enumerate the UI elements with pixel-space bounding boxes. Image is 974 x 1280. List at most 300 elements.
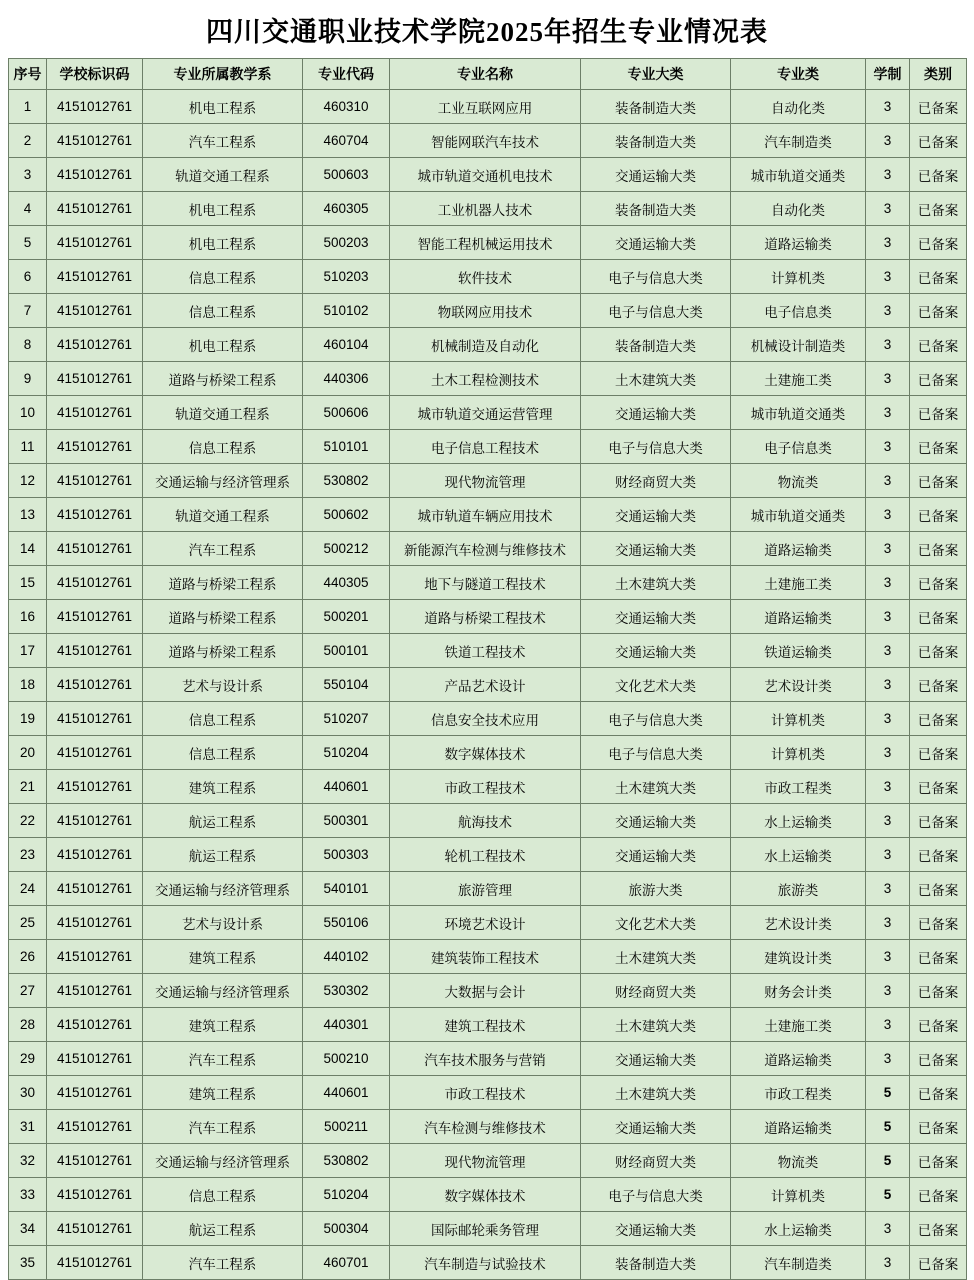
cell-major-subcategory: 电子信息类 bbox=[731, 294, 866, 328]
cell-school-code: 4151012761 bbox=[47, 634, 143, 668]
cell-duration: 3 bbox=[866, 532, 910, 566]
cell-major-category: 装备制造大类 bbox=[581, 90, 731, 124]
cell-index: 27 bbox=[9, 974, 47, 1008]
table-row bbox=[9, 1246, 967, 1280]
column-header-major-name: 专业名称 bbox=[390, 59, 581, 90]
cell-school-code: 4151012761 bbox=[47, 872, 143, 906]
table-row bbox=[9, 362, 967, 396]
cell-status: 已备案 bbox=[910, 532, 967, 566]
cell-duration: 3 bbox=[866, 634, 910, 668]
cell-major-code: 500301 bbox=[303, 804, 390, 838]
cell-major-subcategory: 建筑设计类 bbox=[731, 940, 866, 974]
cell-index: 21 bbox=[9, 770, 47, 804]
table-row bbox=[9, 1008, 967, 1042]
cell-index: 22 bbox=[9, 804, 47, 838]
cell-major-subcategory: 计算机类 bbox=[731, 1178, 866, 1212]
cell-major-category: 交通运输大类 bbox=[581, 396, 731, 430]
cell-school-code: 4151012761 bbox=[47, 1076, 143, 1110]
cell-department: 汽车工程系 bbox=[143, 1110, 303, 1144]
table-row bbox=[9, 464, 967, 498]
cell-department: 汽车工程系 bbox=[143, 1246, 303, 1280]
cell-school-code: 4151012761 bbox=[47, 668, 143, 702]
table-row bbox=[9, 430, 967, 464]
column-header-major-category: 专业大类 bbox=[581, 59, 731, 90]
cell-school-code: 4151012761 bbox=[47, 838, 143, 872]
cell-major-subcategory: 道路运输类 bbox=[731, 600, 866, 634]
cell-duration: 3 bbox=[866, 226, 910, 260]
cell-duration: 3 bbox=[866, 940, 910, 974]
cell-duration: 3 bbox=[866, 566, 910, 600]
cell-major-code: 530802 bbox=[303, 464, 390, 498]
cell-status: 已备案 bbox=[910, 362, 967, 396]
cell-status: 已备案 bbox=[910, 464, 967, 498]
cell-status: 已备案 bbox=[910, 566, 967, 600]
cell-major-code: 510203 bbox=[303, 260, 390, 294]
table-row bbox=[9, 1178, 967, 1212]
cell-major-category: 交通运输大类 bbox=[581, 158, 731, 192]
cell-duration: 3 bbox=[866, 430, 910, 464]
table-row bbox=[9, 158, 967, 192]
cell-status: 已备案 bbox=[910, 634, 967, 668]
cell-major-name: 地下与隧道工程技术 bbox=[390, 566, 581, 600]
cell-department: 机电工程系 bbox=[143, 192, 303, 226]
table-row bbox=[9, 804, 967, 838]
cell-major-name: 工业机器人技术 bbox=[390, 192, 581, 226]
cell-school-code: 4151012761 bbox=[47, 1212, 143, 1246]
cell-index: 18 bbox=[9, 668, 47, 702]
cell-department: 轨道交通工程系 bbox=[143, 396, 303, 430]
cell-school-code: 4151012761 bbox=[47, 328, 143, 362]
cell-department: 道路与桥梁工程系 bbox=[143, 566, 303, 600]
cell-major-subcategory: 汽车制造类 bbox=[731, 1246, 866, 1280]
cell-major-subcategory: 道路运输类 bbox=[731, 532, 866, 566]
cell-major-category: 财经商贸大类 bbox=[581, 464, 731, 498]
cell-status: 已备案 bbox=[910, 770, 967, 804]
table-row bbox=[9, 90, 967, 124]
cell-major-category: 交通运输大类 bbox=[581, 600, 731, 634]
cell-department: 机电工程系 bbox=[143, 226, 303, 260]
cell-major-category: 土木建筑大类 bbox=[581, 1076, 731, 1110]
cell-major-subcategory: 旅游类 bbox=[731, 872, 866, 906]
cell-department: 艺术与设计系 bbox=[143, 906, 303, 940]
cell-index: 9 bbox=[9, 362, 47, 396]
cell-major-category: 装备制造大类 bbox=[581, 328, 731, 362]
cell-major-code: 510204 bbox=[303, 736, 390, 770]
column-header-major-subcategory: 专业类 bbox=[731, 59, 866, 90]
cell-status: 已备案 bbox=[910, 1178, 967, 1212]
cell-major-category: 交通运输大类 bbox=[581, 804, 731, 838]
cell-status: 已备案 bbox=[910, 124, 967, 158]
cell-major-name: 产品艺术设计 bbox=[390, 668, 581, 702]
cell-major-subcategory: 艺术设计类 bbox=[731, 668, 866, 702]
cell-major-name: 物联网应用技术 bbox=[390, 294, 581, 328]
cell-department: 艺术与设计系 bbox=[143, 668, 303, 702]
cell-duration: 3 bbox=[866, 1008, 910, 1042]
cell-department: 信息工程系 bbox=[143, 1178, 303, 1212]
cell-status: 已备案 bbox=[910, 702, 967, 736]
cell-school-code: 4151012761 bbox=[47, 192, 143, 226]
cell-major-category: 交通运输大类 bbox=[581, 838, 731, 872]
cell-school-code: 4151012761 bbox=[47, 702, 143, 736]
cell-major-category: 土木建筑大类 bbox=[581, 566, 731, 600]
cell-major-subcategory: 水上运输类 bbox=[731, 838, 866, 872]
cell-department: 道路与桥梁工程系 bbox=[143, 600, 303, 634]
cell-major-subcategory: 市政工程类 bbox=[731, 1076, 866, 1110]
cell-major-code: 510204 bbox=[303, 1178, 390, 1212]
cell-status: 已备案 bbox=[910, 192, 967, 226]
table-row bbox=[9, 600, 967, 634]
cell-department: 建筑工程系 bbox=[143, 1008, 303, 1042]
table-row bbox=[9, 294, 967, 328]
cell-department: 轨道交通工程系 bbox=[143, 498, 303, 532]
cell-school-code: 4151012761 bbox=[47, 396, 143, 430]
cell-index: 13 bbox=[9, 498, 47, 532]
cell-status: 已备案 bbox=[910, 1144, 967, 1178]
cell-school-code: 4151012761 bbox=[47, 294, 143, 328]
cell-major-subcategory: 财务会计类 bbox=[731, 974, 866, 1008]
cell-major-subcategory: 机械设计制造类 bbox=[731, 328, 866, 362]
cell-major-code: 510207 bbox=[303, 702, 390, 736]
cell-major-category: 交通运输大类 bbox=[581, 634, 731, 668]
cell-school-code: 4151012761 bbox=[47, 600, 143, 634]
cell-duration: 5 bbox=[866, 1110, 910, 1144]
cell-department: 建筑工程系 bbox=[143, 770, 303, 804]
cell-status: 已备案 bbox=[910, 430, 967, 464]
cell-department: 建筑工程系 bbox=[143, 940, 303, 974]
cell-major-code: 460310 bbox=[303, 90, 390, 124]
cell-index: 4 bbox=[9, 192, 47, 226]
cell-major-name: 铁道工程技术 bbox=[390, 634, 581, 668]
cell-index: 33 bbox=[9, 1178, 47, 1212]
cell-school-code: 4151012761 bbox=[47, 974, 143, 1008]
cell-major-category: 装备制造大类 bbox=[581, 124, 731, 158]
table-row bbox=[9, 1042, 967, 1076]
cell-major-category: 电子与信息大类 bbox=[581, 736, 731, 770]
cell-major-code: 500304 bbox=[303, 1212, 390, 1246]
cell-school-code: 4151012761 bbox=[47, 1110, 143, 1144]
table-row bbox=[9, 1212, 967, 1246]
cell-major-code: 440601 bbox=[303, 1076, 390, 1110]
cell-major-subcategory: 物流类 bbox=[731, 1144, 866, 1178]
cell-school-code: 4151012761 bbox=[47, 124, 143, 158]
table-row bbox=[9, 260, 967, 294]
cell-major-code: 440102 bbox=[303, 940, 390, 974]
cell-major-subcategory: 水上运输类 bbox=[731, 1212, 866, 1246]
cell-department: 汽车工程系 bbox=[143, 1042, 303, 1076]
cell-major-name: 市政工程技术 bbox=[390, 1076, 581, 1110]
cell-index: 23 bbox=[9, 838, 47, 872]
cell-school-code: 4151012761 bbox=[47, 940, 143, 974]
cell-major-subcategory: 土建施工类 bbox=[731, 1008, 866, 1042]
cell-duration: 3 bbox=[866, 600, 910, 634]
column-header-major-code: 专业代码 bbox=[303, 59, 390, 90]
cell-major-code: 530302 bbox=[303, 974, 390, 1008]
cell-major-name: 数字媒体技术 bbox=[390, 736, 581, 770]
cell-index: 15 bbox=[9, 566, 47, 600]
cell-status: 已备案 bbox=[910, 1008, 967, 1042]
cell-index: 29 bbox=[9, 1042, 47, 1076]
table-row bbox=[9, 838, 967, 872]
cell-major-category: 文化艺术大类 bbox=[581, 668, 731, 702]
cell-status: 已备案 bbox=[910, 736, 967, 770]
cell-duration: 3 bbox=[866, 1212, 910, 1246]
cell-major-subcategory: 城市轨道交通类 bbox=[731, 396, 866, 430]
table-row bbox=[9, 736, 967, 770]
cell-status: 已备案 bbox=[910, 498, 967, 532]
table-row bbox=[9, 1076, 967, 1110]
cell-index: 11 bbox=[9, 430, 47, 464]
cell-major-name: 城市轨道交通运营管理 bbox=[390, 396, 581, 430]
cell-major-code: 500303 bbox=[303, 838, 390, 872]
cell-major-code: 440305 bbox=[303, 566, 390, 600]
cell-duration: 3 bbox=[866, 1042, 910, 1076]
cell-major-category: 财经商贸大类 bbox=[581, 1144, 731, 1178]
cell-duration: 3 bbox=[866, 770, 910, 804]
column-header-index: 序号 bbox=[9, 59, 47, 90]
table-body bbox=[9, 90, 967, 1280]
cell-school-code: 4151012761 bbox=[47, 1144, 143, 1178]
cell-major-name: 信息安全技术应用 bbox=[390, 702, 581, 736]
cell-school-code: 4151012761 bbox=[47, 1008, 143, 1042]
cell-index: 34 bbox=[9, 1212, 47, 1246]
cell-major-subcategory: 电子信息类 bbox=[731, 430, 866, 464]
cell-major-code: 460305 bbox=[303, 192, 390, 226]
cell-department: 信息工程系 bbox=[143, 260, 303, 294]
cell-duration: 3 bbox=[866, 396, 910, 430]
cell-major-subcategory: 计算机类 bbox=[731, 260, 866, 294]
cell-duration: 3 bbox=[866, 90, 910, 124]
cell-status: 已备案 bbox=[910, 328, 967, 362]
cell-major-subcategory: 土建施工类 bbox=[731, 362, 866, 396]
table-row bbox=[9, 498, 967, 532]
cell-department: 信息工程系 bbox=[143, 294, 303, 328]
cell-duration: 5 bbox=[866, 1144, 910, 1178]
cell-major-category: 电子与信息大类 bbox=[581, 294, 731, 328]
cell-department: 航运工程系 bbox=[143, 838, 303, 872]
column-header-status: 类别 bbox=[910, 59, 967, 90]
cell-major-code: 460701 bbox=[303, 1246, 390, 1280]
cell-status: 已备案 bbox=[910, 872, 967, 906]
cell-major-subcategory: 自动化类 bbox=[731, 192, 866, 226]
cell-major-code: 440306 bbox=[303, 362, 390, 396]
cell-department: 交通运输与经济管理系 bbox=[143, 872, 303, 906]
cell-major-code: 500201 bbox=[303, 600, 390, 634]
table-header-row bbox=[9, 59, 967, 90]
cell-major-subcategory: 道路运输类 bbox=[731, 1042, 866, 1076]
cell-duration: 3 bbox=[866, 192, 910, 226]
cell-status: 已备案 bbox=[910, 294, 967, 328]
cell-major-code: 500212 bbox=[303, 532, 390, 566]
cell-duration: 3 bbox=[866, 362, 910, 396]
cell-status: 已备案 bbox=[910, 260, 967, 294]
cell-major-name: 智能工程机械运用技术 bbox=[390, 226, 581, 260]
cell-major-name: 新能源汽车检测与维修技术 bbox=[390, 532, 581, 566]
cell-major-code: 510101 bbox=[303, 430, 390, 464]
cell-status: 已备案 bbox=[910, 906, 967, 940]
cell-major-name: 道路与桥梁工程技术 bbox=[390, 600, 581, 634]
cell-status: 已备案 bbox=[910, 396, 967, 430]
cell-major-category: 旅游大类 bbox=[581, 872, 731, 906]
cell-department: 信息工程系 bbox=[143, 736, 303, 770]
cell-major-name: 建筑工程技术 bbox=[390, 1008, 581, 1042]
table-row bbox=[9, 328, 967, 362]
cell-major-name: 城市轨道车辆应用技术 bbox=[390, 498, 581, 532]
cell-major-category: 文化艺术大类 bbox=[581, 906, 731, 940]
cell-duration: 3 bbox=[866, 158, 910, 192]
cell-duration: 5 bbox=[866, 1076, 910, 1110]
cell-major-subcategory: 市政工程类 bbox=[731, 770, 866, 804]
table-row bbox=[9, 702, 967, 736]
table-row bbox=[9, 532, 967, 566]
cell-major-category: 交通运输大类 bbox=[581, 1042, 731, 1076]
cell-index: 16 bbox=[9, 600, 47, 634]
cell-major-code: 440301 bbox=[303, 1008, 390, 1042]
cell-major-name: 现代物流管理 bbox=[390, 1144, 581, 1178]
cell-duration: 3 bbox=[866, 124, 910, 158]
cell-major-subcategory: 铁道运输类 bbox=[731, 634, 866, 668]
table-row bbox=[9, 226, 967, 260]
cell-major-category: 电子与信息大类 bbox=[581, 430, 731, 464]
cell-status: 已备案 bbox=[910, 804, 967, 838]
cell-duration: 3 bbox=[866, 838, 910, 872]
cell-department: 交通运输与经济管理系 bbox=[143, 974, 303, 1008]
table-row bbox=[9, 974, 967, 1008]
cell-school-code: 4151012761 bbox=[47, 260, 143, 294]
cell-department: 交通运输与经济管理系 bbox=[143, 464, 303, 498]
cell-index: 3 bbox=[9, 158, 47, 192]
cell-index: 17 bbox=[9, 634, 47, 668]
cell-major-category: 交通运输大类 bbox=[581, 226, 731, 260]
cell-department: 汽车工程系 bbox=[143, 532, 303, 566]
cell-major-name: 市政工程技术 bbox=[390, 770, 581, 804]
cell-status: 已备案 bbox=[910, 90, 967, 124]
cell-index: 6 bbox=[9, 260, 47, 294]
cell-index: 25 bbox=[9, 906, 47, 940]
cell-major-subcategory: 水上运输类 bbox=[731, 804, 866, 838]
cell-major-name: 软件技术 bbox=[390, 260, 581, 294]
cell-duration: 3 bbox=[866, 260, 910, 294]
cell-status: 已备案 bbox=[910, 1246, 967, 1280]
cell-major-code: 540101 bbox=[303, 872, 390, 906]
cell-major-name: 数字媒体技术 bbox=[390, 1178, 581, 1212]
cell-major-subcategory: 物流类 bbox=[731, 464, 866, 498]
cell-status: 已备案 bbox=[910, 668, 967, 702]
cell-major-category: 电子与信息大类 bbox=[581, 260, 731, 294]
table-row bbox=[9, 634, 967, 668]
cell-school-code: 4151012761 bbox=[47, 362, 143, 396]
cell-school-code: 4151012761 bbox=[47, 804, 143, 838]
cell-department: 航运工程系 bbox=[143, 804, 303, 838]
cell-school-code: 4151012761 bbox=[47, 464, 143, 498]
cell-status: 已备案 bbox=[910, 1042, 967, 1076]
cell-index: 12 bbox=[9, 464, 47, 498]
cell-department: 道路与桥梁工程系 bbox=[143, 362, 303, 396]
cell-major-subcategory: 道路运输类 bbox=[731, 1110, 866, 1144]
cell-major-code: 550104 bbox=[303, 668, 390, 702]
cell-department: 信息工程系 bbox=[143, 430, 303, 464]
cell-school-code: 4151012761 bbox=[47, 90, 143, 124]
cell-index: 20 bbox=[9, 736, 47, 770]
cell-index: 8 bbox=[9, 328, 47, 362]
cell-department: 机电工程系 bbox=[143, 90, 303, 124]
table-row bbox=[9, 1110, 967, 1144]
cell-index: 19 bbox=[9, 702, 47, 736]
table-row bbox=[9, 872, 967, 906]
cell-major-name: 土木工程检测技术 bbox=[390, 362, 581, 396]
cell-major-category: 电子与信息大类 bbox=[581, 702, 731, 736]
cell-status: 已备案 bbox=[910, 226, 967, 260]
cell-duration: 3 bbox=[866, 872, 910, 906]
table-row bbox=[9, 124, 967, 158]
cell-major-category: 土木建筑大类 bbox=[581, 362, 731, 396]
cell-major-code: 500606 bbox=[303, 396, 390, 430]
cell-major-code: 440601 bbox=[303, 770, 390, 804]
cell-status: 已备案 bbox=[910, 1212, 967, 1246]
cell-major-name: 航海技术 bbox=[390, 804, 581, 838]
cell-major-category: 交通运输大类 bbox=[581, 532, 731, 566]
cell-index: 10 bbox=[9, 396, 47, 430]
cell-duration: 3 bbox=[866, 1246, 910, 1280]
cell-status: 已备案 bbox=[910, 600, 967, 634]
column-header-school-code: 学校标识码 bbox=[47, 59, 143, 90]
table-row bbox=[9, 940, 967, 974]
cell-school-code: 4151012761 bbox=[47, 226, 143, 260]
cell-major-code: 500101 bbox=[303, 634, 390, 668]
cell-major-name: 建筑装饰工程技术 bbox=[390, 940, 581, 974]
cell-school-code: 4151012761 bbox=[47, 1246, 143, 1280]
cell-major-category: 装备制造大类 bbox=[581, 1246, 731, 1280]
cell-major-subcategory: 汽车制造类 bbox=[731, 124, 866, 158]
cell-duration: 3 bbox=[866, 328, 910, 362]
table-row bbox=[9, 770, 967, 804]
cell-index: 7 bbox=[9, 294, 47, 328]
cell-major-name: 汽车技术服务与营销 bbox=[390, 1042, 581, 1076]
cell-school-code: 4151012761 bbox=[47, 566, 143, 600]
cell-duration: 3 bbox=[866, 702, 910, 736]
table-row bbox=[9, 668, 967, 702]
table-row bbox=[9, 1144, 967, 1178]
cell-index: 1 bbox=[9, 90, 47, 124]
cell-school-code: 4151012761 bbox=[47, 430, 143, 464]
table-row bbox=[9, 396, 967, 430]
cell-major-name: 汽车检测与维修技术 bbox=[390, 1110, 581, 1144]
cell-duration: 3 bbox=[866, 498, 910, 532]
cell-major-code: 500603 bbox=[303, 158, 390, 192]
cell-school-code: 4151012761 bbox=[47, 770, 143, 804]
cell-status: 已备案 bbox=[910, 838, 967, 872]
cell-department: 建筑工程系 bbox=[143, 1076, 303, 1110]
cell-major-subcategory: 计算机类 bbox=[731, 736, 866, 770]
cell-index: 35 bbox=[9, 1246, 47, 1280]
cell-status: 已备案 bbox=[910, 974, 967, 1008]
cell-duration: 5 bbox=[866, 1178, 910, 1212]
cell-major-subcategory: 城市轨道交通类 bbox=[731, 498, 866, 532]
table-row bbox=[9, 192, 967, 226]
cell-major-subcategory: 城市轨道交通类 bbox=[731, 158, 866, 192]
cell-index: 32 bbox=[9, 1144, 47, 1178]
cell-index: 26 bbox=[9, 940, 47, 974]
cell-status: 已备案 bbox=[910, 158, 967, 192]
cell-major-category: 交通运输大类 bbox=[581, 1212, 731, 1246]
cell-department: 信息工程系 bbox=[143, 702, 303, 736]
cell-major-name: 旅游管理 bbox=[390, 872, 581, 906]
cell-major-category: 装备制造大类 bbox=[581, 192, 731, 226]
cell-major-name: 现代物流管理 bbox=[390, 464, 581, 498]
column-header-department: 专业所属教学系 bbox=[143, 59, 303, 90]
cell-duration: 3 bbox=[866, 668, 910, 702]
cell-major-category: 交通运输大类 bbox=[581, 498, 731, 532]
cell-major-name: 环境艺术设计 bbox=[390, 906, 581, 940]
